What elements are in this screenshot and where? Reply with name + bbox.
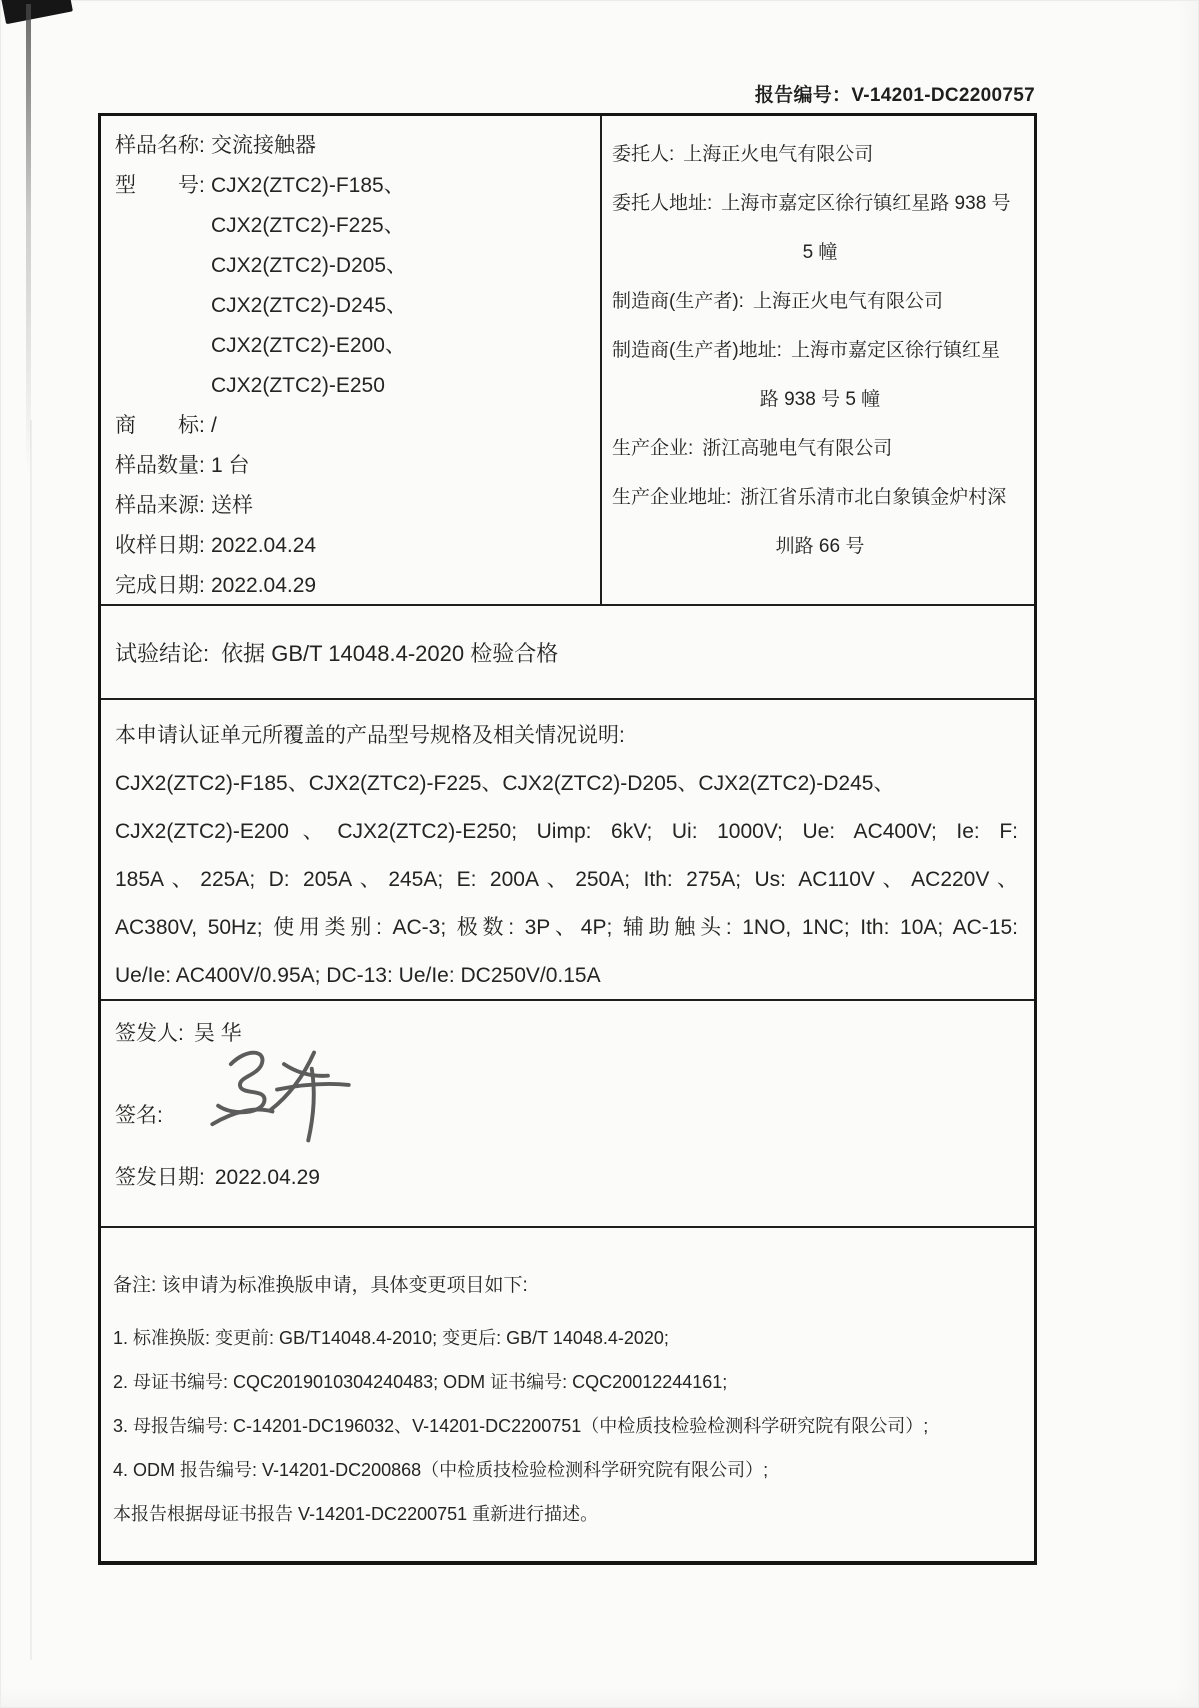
- client-info-cell: [602, 116, 1034, 604]
- signoff-section: [101, 999, 1034, 1226]
- remarks-line: 2. 母证书编号: CQC2019010304240483; ODM 证书编号: CQC20012244161;: [113, 1372, 728, 1392]
- description-line: CJX2(ZTC2)-E200、CJX2(ZTC2)-E250; Uimp: 6kV; Ui: 1000V; Ue: AC400V; Ie: F:: [115, 820, 1018, 843]
- conclusion-row: [101, 604, 1034, 698]
- remarks-line: 本报告根据母证书报告 V-14201-DC2200751 重新进行描述。: [113, 1504, 599, 1524]
- field-row: [115, 406, 600, 446]
- sample-info-cell: [101, 116, 602, 604]
- field-row: [115, 166, 600, 206]
- field-value: 2022.04.24: [211, 534, 317, 557]
- description-line: CJX2(ZTC2)-F185、CJX2(ZTC2)-F225、CJX2(ZTC2)-D205、CJX2(ZTC2)-D245、: [115, 772, 895, 795]
- field-row: [115, 326, 600, 366]
- field-row: [115, 366, 600, 406]
- remarks-line: 备注: 该申请为标准换版申请，具体变更项目如下:: [113, 1275, 528, 1296]
- field-value: CJX2(ZTC2)-F225、: [211, 214, 405, 237]
- field-row: [115, 246, 600, 286]
- description-line: 185A、225A; D: 205A、245A; E: 200A、250A; Ith: 275A; Us: AC110V、AC220V、: [115, 868, 1018, 891]
- field-row: [115, 526, 600, 566]
- field-label: 生产企业地址:: [612, 487, 732, 508]
- issue-date-value: 2022.04.29: [214, 1166, 320, 1189]
- field-value: 浙江高驰电气有限公司: [702, 438, 893, 459]
- field-label: 样品来源:: [115, 494, 205, 517]
- issue-date-label: 签发日期:: [115, 1166, 205, 1189]
- field-label: 样品数量:: [115, 454, 205, 477]
- field-row: [115, 486, 600, 526]
- field-value: CJX2(ZTC2)-E200、: [211, 334, 406, 357]
- field-value: CJX2(ZTC2)-F185、: [211, 174, 405, 197]
- field-label: 制造商(生产者)地址:: [612, 340, 782, 361]
- field-label: 生产企业:: [612, 438, 694, 459]
- report-number-value: V-14201-DC2200757: [851, 85, 1035, 106]
- field-row: [115, 566, 600, 604]
- field-row: [612, 473, 1028, 522]
- report-number: [755, 80, 1035, 107]
- field-row: [612, 228, 1028, 277]
- report-number-label: 报告编号：: [754, 85, 852, 106]
- signature-label: 签名:: [115, 1104, 163, 1127]
- issue-date-row: [115, 1161, 320, 1191]
- description-line: AC380V, 50Hz; 使用类别: AC-3; 极数: 3P、4P; 辅助触头: 1NO, 1NC; Ith: 10A; AC-15:: [115, 916, 1018, 939]
- scan-edge-streak: [26, 4, 31, 474]
- field-value: 上海市嘉定区徐行镇红星: [790, 340, 1000, 361]
- field-value: 送样: [211, 494, 253, 517]
- conclusion-value: 依据 GB/T 14048.4-2020 检验合格: [221, 640, 559, 666]
- issuer-name: 吴 华: [193, 1022, 242, 1045]
- field-value: 交流接触器: [211, 134, 316, 157]
- field-label: 完成日期:: [115, 574, 205, 597]
- signature-image: [199, 1041, 369, 1145]
- remarks-line: 3. 母报告编号: C-14201-DC196032、V-14201-DC2200751（中检质技检验检测科学研究院有限公司）;: [113, 1416, 929, 1436]
- issuer-label: 签发人:: [115, 1022, 184, 1045]
- field-value: 圳路 66 号: [775, 536, 865, 557]
- field-value: CJX2(ZTC2)-E250: [211, 374, 385, 397]
- conclusion-label: 试验结论:: [115, 640, 210, 666]
- remarks-line: 4. ODM 报告编号: V-14201-DC200868（中检质技检验检测科学研究院有限公司）;: [113, 1460, 769, 1480]
- field-label: 商 标:: [115, 414, 205, 437]
- field-value: 上海正火电气有限公司: [683, 144, 874, 165]
- scan-corner-artifact: [1, 0, 73, 24]
- field-value: CJX2(ZTC2)-D205、: [211, 254, 408, 277]
- description-line: Ue/Ie: AC400V/0.95A; DC-13: Ue/Ie: DC250V/0.15A: [115, 964, 601, 987]
- report-table: [98, 113, 1037, 1565]
- field-row: [115, 206, 600, 246]
- field-row: [612, 130, 1028, 179]
- field-label: 委托人:: [612, 144, 675, 165]
- field-row: [612, 326, 1028, 375]
- field-row: [612, 179, 1028, 228]
- field-row: [612, 375, 1028, 424]
- remarks-line: 1. 标准换版: 变更前: GB/T14048.4-2010; 变更后: GB/T 14048.4-2020;: [113, 1328, 669, 1348]
- field-value: 浙江省乐清市北白象镇金炉村深: [740, 487, 1007, 508]
- field-value: /: [211, 414, 217, 437]
- field-row: [115, 286, 600, 326]
- field-value: 上海市嘉定区徐行镇红星路 938 号: [721, 193, 1011, 214]
- field-row: [115, 446, 600, 486]
- field-value: 上海正火电气有限公司: [752, 291, 943, 312]
- field-label: 收样日期:: [115, 534, 205, 557]
- field-label: 型 号:: [115, 174, 205, 197]
- field-label: 样品名称:: [115, 134, 205, 157]
- field-value: 路 938 号 5 幢: [759, 389, 881, 410]
- field-value: 5 幢: [802, 242, 838, 263]
- field-row: [612, 522, 1028, 571]
- field-row: [612, 424, 1028, 473]
- scan-edge-streak-faint: [30, 420, 32, 1660]
- field-value: 2022.04.29: [211, 574, 317, 597]
- field-value: 1 台: [211, 454, 250, 477]
- remarks-section: [101, 1226, 1034, 1561]
- field-label: 委托人地址:: [612, 193, 713, 214]
- info-row: [101, 116, 1034, 604]
- field-row: [115, 126, 600, 166]
- field-value: CJX2(ZTC2)-D245、: [211, 294, 408, 317]
- field-label: 制造商(生产者):: [612, 291, 744, 312]
- field-row: [612, 277, 1028, 326]
- description-line: 本申请认证单元所覆盖的产品型号规格及相关情况说明:: [115, 724, 625, 747]
- description-section: [101, 698, 1034, 999]
